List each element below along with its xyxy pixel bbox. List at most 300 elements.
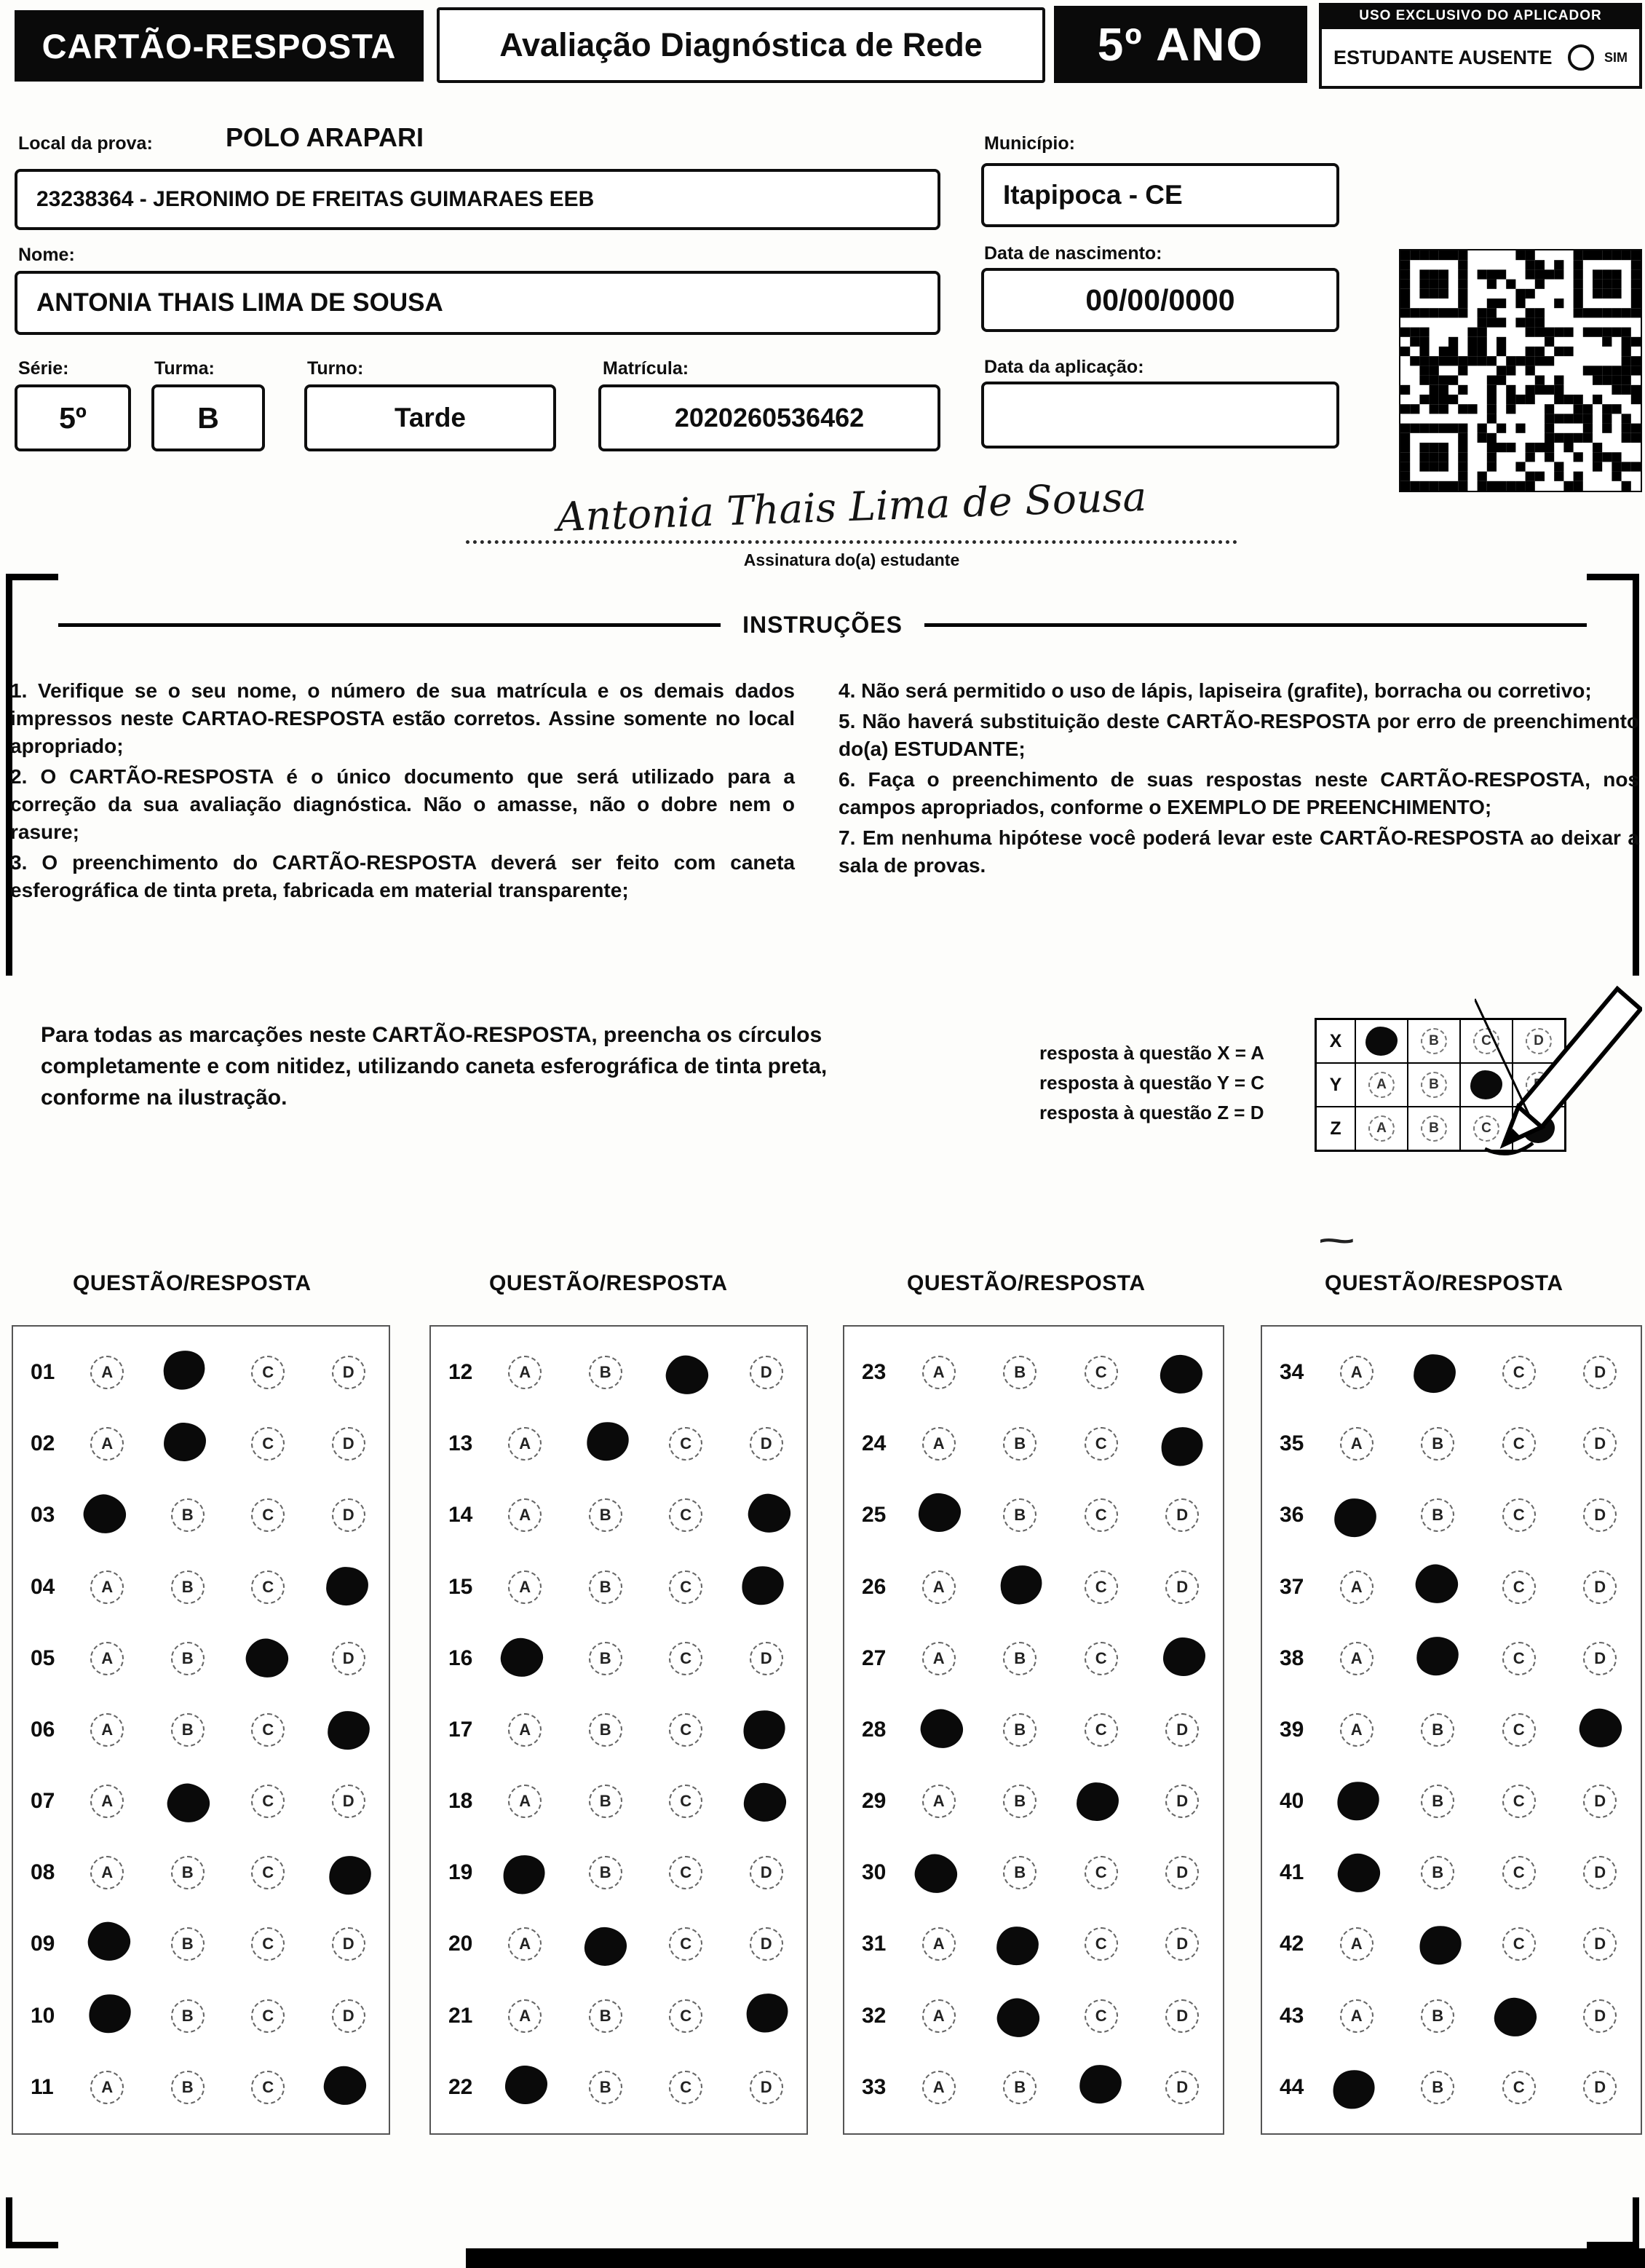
serie-label: Série: <box>18 358 69 379</box>
marked-bubble-D[interactable] <box>1159 1354 1204 1395</box>
bubble-D[interactable]: D <box>750 1427 783 1461</box>
bubble-C[interactable]: C <box>251 1999 285 2033</box>
bubble-B[interactable]: B <box>171 1570 205 1604</box>
municipio-field <box>981 163 1339 227</box>
example-option-cell <box>1408 1107 1459 1150</box>
bubble-A[interactable]: A <box>508 1356 542 1389</box>
bubble-C[interactable]: C <box>669 1927 702 1961</box>
example-bubble-D: D <box>1526 1028 1552 1054</box>
question-row-40 <box>1262 1767 1641 1836</box>
bubble-B[interactable]: B <box>1003 1856 1036 1889</box>
question-number: 30 <box>862 1860 887 1885</box>
question-row-18 <box>431 1767 806 1836</box>
question-row-12 <box>431 1338 806 1407</box>
grade-badge <box>1054 6 1307 83</box>
bubble-A[interactable]: A <box>508 1498 542 1532</box>
marked-bubble-B[interactable] <box>1413 1353 1457 1394</box>
marked-bubble-D[interactable] <box>740 1707 789 1753</box>
aplicacao-field <box>981 382 1339 449</box>
bubble-C[interactable]: C <box>1085 1856 1118 1889</box>
question-number: 12 <box>448 1360 473 1385</box>
example-question-label: Z <box>1317 1107 1355 1150</box>
bubble-A[interactable]: A <box>90 2071 124 2104</box>
bubble-C[interactable]: C <box>251 1856 285 1889</box>
example-legend-line: resposta à questão X = A <box>1039 1042 1264 1064</box>
bubble-A[interactable]: A <box>1340 1427 1374 1461</box>
marked-bubble-A[interactable] <box>85 1919 133 1964</box>
bubble-B[interactable]: B <box>1003 2071 1036 2104</box>
bubble-C[interactable]: C <box>669 1785 702 1818</box>
bubble-D[interactable]: D <box>1583 2071 1617 2104</box>
bubble-C[interactable]: C <box>669 1856 702 1889</box>
question-row-36 <box>1262 1481 1641 1549</box>
bubble-C[interactable]: C <box>1502 1927 1536 1961</box>
bubble-B[interactable]: B <box>1421 2071 1454 2104</box>
bubble-C[interactable]: C <box>669 1498 702 1532</box>
marked-bubble-A[interactable] <box>916 1704 967 1754</box>
question-row-43 <box>1262 1982 1641 2050</box>
answers-header-1: QUESTÃO/RESPOSTA <box>73 1271 312 1295</box>
turno-value: Tarde <box>394 403 466 432</box>
question-number: 03 <box>31 1503 55 1528</box>
bubble-B[interactable]: B <box>171 1642 205 1675</box>
bubble-C[interactable]: C <box>1502 1856 1536 1889</box>
question-row-10 <box>13 1982 389 2050</box>
bubble-C[interactable]: C <box>1085 1427 1118 1461</box>
bubble-C[interactable]: C <box>1502 1785 1536 1818</box>
marked-bubble-A[interactable] <box>1329 2066 1379 2113</box>
bubble-B[interactable]: B <box>171 2071 205 2104</box>
example-option-cell <box>1356 1107 1407 1150</box>
question-row-19 <box>431 1838 806 1907</box>
bubble-A[interactable]: A <box>1340 1642 1374 1675</box>
bubble-C[interactable]: C <box>669 1713 702 1747</box>
student-absent-bubble[interactable] <box>1568 44 1594 71</box>
bubble-D[interactable]: D <box>1165 2071 1199 2104</box>
answers-header-3: QUESTÃO/RESPOSTA <box>907 1271 1146 1295</box>
answers-column-4 <box>1261 1325 1642 2135</box>
question-number: 35 <box>1280 1431 1304 1456</box>
question-row-22 <box>431 2053 806 2122</box>
bubble-C[interactable]: C <box>251 1927 285 1961</box>
bubble-B[interactable]: B <box>589 1856 622 1889</box>
bubble-C[interactable]: C <box>1085 1999 1118 2033</box>
bubble-D[interactable]: D <box>1165 1498 1199 1532</box>
question-number: 27 <box>862 1645 887 1670</box>
instructions-left-column <box>10 677 795 907</box>
example-bubble-B: B <box>1421 1028 1447 1054</box>
bubble-B[interactable]: B <box>1421 1785 1454 1818</box>
nome-value: ANTONIA THAIS LIMA DE SOUSA <box>36 288 443 317</box>
bubble-B[interactable]: B <box>589 1570 622 1604</box>
bubble-B[interactable]: B <box>589 2071 622 2104</box>
bubble-A[interactable]: A <box>922 1427 956 1461</box>
bubble-C[interactable]: C <box>1085 1713 1118 1747</box>
question-number: 18 <box>448 1789 473 1814</box>
school-field <box>15 169 940 230</box>
registration-mark-bottom-right <box>1587 2197 1639 2248</box>
marked-bubble-C[interactable] <box>1492 1996 1538 2039</box>
municipio-label: Município: <box>984 133 1075 154</box>
marked-bubble-D[interactable] <box>326 1710 371 1752</box>
signature-line <box>466 540 1237 544</box>
nascimento-value: 00/00/0000 <box>1085 282 1235 317</box>
question-row-01 <box>13 1338 389 1407</box>
bubble-D[interactable]: D <box>750 1927 783 1961</box>
marked-bubble-D[interactable] <box>739 1562 787 1608</box>
bubble-D[interactable]: D <box>332 1356 365 1389</box>
matricula-label: Matrícula: <box>603 358 689 379</box>
bubble-A[interactable]: A <box>90 1856 124 1889</box>
bubble-A[interactable]: A <box>922 1999 956 2033</box>
answers-header-4: QUESTÃO/RESPOSTA <box>1325 1271 1563 1295</box>
bubble-D[interactable]: D <box>1583 1570 1617 1604</box>
bubble-A[interactable]: A <box>922 2071 956 2104</box>
bubble-B[interactable]: B <box>171 1713 205 1747</box>
instructions-right-column <box>839 677 1639 882</box>
bubble-B[interactable]: B <box>589 1642 622 1675</box>
marked-bubble-A[interactable] <box>505 2066 548 2105</box>
marked-bubble-B[interactable] <box>164 1779 213 1826</box>
question-row-24 <box>844 1410 1223 1478</box>
bubble-B[interactable]: B <box>589 1713 622 1747</box>
bubble-B[interactable]: B <box>1421 1713 1454 1747</box>
bubble-B[interactable]: B <box>1003 1498 1036 1532</box>
bubble-A[interactable]: A <box>922 1785 956 1818</box>
bubble-D[interactable]: D <box>1583 1785 1617 1818</box>
marked-bubble-B[interactable] <box>1412 1561 1462 1608</box>
instructions-title: INSTRUÇÕES <box>742 612 903 638</box>
bubble-C[interactable]: C <box>251 1713 285 1747</box>
question-number: 19 <box>448 1860 473 1885</box>
question-number: 42 <box>1280 1932 1304 1956</box>
student-absent-label: ESTUDANTE AUSENTE <box>1333 46 1553 68</box>
question-row-29 <box>844 1767 1223 1836</box>
bubble-B[interactable]: B <box>1003 1356 1036 1389</box>
question-row-25 <box>844 1481 1223 1549</box>
bottom-scan-bar <box>466 2248 1645 2268</box>
marked-bubble-B[interactable] <box>158 1345 210 1394</box>
marked-bubble-C[interactable] <box>663 1352 712 1398</box>
bubble-D[interactable]: D <box>750 2071 783 2104</box>
bubble-A[interactable]: A <box>508 1999 542 2033</box>
question-row-38 <box>1262 1624 1641 1693</box>
example-marked-bubble-A <box>1365 1027 1398 1056</box>
serie-field <box>15 384 131 451</box>
marked-bubble-D[interactable] <box>1577 1706 1625 1751</box>
example-bubble-A: A <box>1368 1072 1395 1098</box>
example-bubble-A: A <box>1368 1115 1395 1142</box>
marked-bubble-B[interactable] <box>994 1994 1043 2042</box>
marked-bubble-C[interactable] <box>1077 2063 1123 2106</box>
question-number: 01 <box>31 1360 55 1385</box>
question-number: 16 <box>448 1645 473 1670</box>
instruction-item: 7. Em nenhuma hipótese você poderá levar este CARTÃO-RESPOSTA ao deixar a sala de provas. <box>839 826 1639 877</box>
bubble-B[interactable]: B <box>171 1856 205 1889</box>
bubble-D[interactable]: D <box>1583 1498 1617 1532</box>
question-number: 39 <box>1280 1717 1304 1742</box>
question-number: 40 <box>1280 1789 1304 1814</box>
matricula-value: 2020260536462 <box>674 403 865 432</box>
bubble-A[interactable]: A <box>90 1427 124 1461</box>
question-number: 26 <box>862 1574 887 1599</box>
marked-bubble-A[interactable] <box>499 1851 550 1898</box>
bubble-C[interactable]: C <box>251 1785 285 1818</box>
bubble-A[interactable]: A <box>1340 1713 1374 1747</box>
bubble-D[interactable]: D <box>1583 1356 1617 1389</box>
bubble-B[interactable]: B <box>171 1498 205 1532</box>
marked-bubble-A[interactable] <box>79 1490 130 1538</box>
marked-bubble-A[interactable] <box>499 1636 545 1680</box>
bubble-B[interactable]: B <box>1003 1713 1036 1747</box>
bubble-B[interactable]: B <box>589 1999 622 2033</box>
question-number: 34 <box>1280 1360 1304 1385</box>
bubble-A[interactable]: A <box>1340 1570 1374 1604</box>
bubble-C[interactable]: C <box>251 1427 285 1461</box>
bubble-C[interactable]: C <box>1502 1713 1536 1747</box>
bubble-D[interactable]: D <box>1583 1642 1617 1675</box>
bubble-D[interactable]: D <box>750 1856 783 1889</box>
bubble-B[interactable]: B <box>1421 1856 1454 1889</box>
marked-bubble-B[interactable] <box>996 1560 1047 1610</box>
bubble-D[interactable]: D <box>1583 1999 1617 2033</box>
bubble-D[interactable]: D <box>1165 1856 1199 1889</box>
bubble-A[interactable]: A <box>508 1713 542 1747</box>
question-number: 06 <box>31 1717 55 1742</box>
example-legend-line: resposta à questão Y = C <box>1039 1072 1265 1094</box>
bubble-C[interactable]: C <box>251 2071 285 2104</box>
municipio-value: Itapipoca - CE <box>1003 180 1183 210</box>
example-question-label: Y <box>1317 1064 1355 1106</box>
bubble-B[interactable]: B <box>1003 1427 1036 1461</box>
bubble-C[interactable]: C <box>669 1642 702 1675</box>
bubble-C[interactable]: C <box>1085 1927 1118 1961</box>
bubble-C[interactable]: C <box>669 2071 702 2104</box>
question-number: 24 <box>862 1431 887 1456</box>
marked-bubble-D[interactable] <box>321 2064 368 2109</box>
question-row-03 <box>13 1481 389 1549</box>
bubble-C[interactable]: C <box>1085 1356 1118 1389</box>
aplicacao-label: Data da aplicação: <box>984 357 1144 377</box>
bubble-C[interactable]: C <box>1085 1570 1118 1604</box>
question-row-02 <box>13 1410 389 1478</box>
bubble-B[interactable]: B <box>171 1999 205 2033</box>
question-row-11 <box>13 2053 389 2122</box>
question-row-17 <box>431 1696 806 1764</box>
marked-bubble-B[interactable] <box>584 1419 631 1463</box>
bubble-A[interactable]: A <box>508 1785 542 1818</box>
bubble-A[interactable]: A <box>508 1570 542 1604</box>
question-number: 11 <box>31 2074 54 2099</box>
bubble-C[interactable]: C <box>1502 1498 1536 1532</box>
question-row-26 <box>844 1553 1223 1621</box>
bubble-A[interactable]: A <box>508 1427 542 1461</box>
marked-bubble-C[interactable] <box>242 1635 293 1682</box>
bubble-D[interactable]: D <box>1165 1999 1199 2033</box>
bubble-B[interactable]: B <box>1003 1642 1036 1675</box>
question-row-06 <box>13 1696 389 1764</box>
question-row-27 <box>844 1624 1223 1693</box>
bubble-B[interactable]: B <box>171 1927 205 1961</box>
example-bubble-B: B <box>1421 1115 1447 1142</box>
bubble-C[interactable]: C <box>1085 1642 1118 1675</box>
bubble-C[interactable]: C <box>1502 1642 1536 1675</box>
exam-title-box <box>437 7 1045 83</box>
example-option-cell <box>1408 1064 1459 1106</box>
question-row-13 <box>431 1410 806 1478</box>
bubble-D[interactable]: D <box>332 1642 365 1675</box>
serie-value: 5º <box>59 400 87 435</box>
bubble-A[interactable]: A <box>1340 1356 1374 1389</box>
student-absent-option: SIM <box>1604 50 1628 65</box>
bubble-C[interactable]: C <box>1085 1498 1118 1532</box>
bubble-A[interactable]: A <box>1340 1927 1374 1961</box>
marked-bubble-D[interactable] <box>325 1566 369 1607</box>
bubble-A[interactable]: A <box>90 1570 124 1604</box>
marked-bubble-A[interactable] <box>1333 1496 1378 1538</box>
question-row-32 <box>844 1982 1223 2050</box>
signature-caption: Assinatura do(a) estudante <box>743 550 960 569</box>
bubble-D[interactable]: D <box>1583 1927 1617 1961</box>
question-number: 33 <box>862 2074 887 2099</box>
bubble-A[interactable]: A <box>90 1642 124 1675</box>
question-row-04 <box>13 1553 389 1621</box>
marked-bubble-B[interactable] <box>163 1422 206 1461</box>
bubble-B[interactable]: B <box>589 1785 622 1818</box>
marked-bubble-B[interactable] <box>1414 1635 1461 1678</box>
bubble-A[interactable]: A <box>90 1785 124 1818</box>
bubble-D[interactable]: D <box>750 1356 783 1389</box>
exam-title: Avaliação Diagnóstica de Rede <box>499 26 983 63</box>
instruction-item: 2. O CARTÃO-RESPOSTA é o único documento que será utilizado para a correção da sua avaliação diagnóstica. Não o amasse, não o dobre nem o rasure; <box>10 765 795 843</box>
bubble-B[interactable]: B <box>1003 1785 1036 1818</box>
bubble-A[interactable]: A <box>922 1642 956 1675</box>
bubble-C[interactable]: C <box>1502 2071 1536 2104</box>
bubble-A[interactable]: A <box>90 1713 124 1747</box>
bubble-A[interactable]: A <box>922 1356 956 1389</box>
marked-bubble-B[interactable] <box>1416 1922 1465 1968</box>
question-number: 25 <box>862 1503 887 1528</box>
marked-bubble-A[interactable] <box>1335 1851 1382 1895</box>
question-row-44 <box>1262 2053 1641 2122</box>
example-legend-line: resposta à questão Z = D <box>1039 1102 1264 1123</box>
bubble-B[interactable]: B <box>589 1498 622 1532</box>
turno-field <box>304 384 556 451</box>
question-row-35 <box>1262 1410 1641 1478</box>
bubble-D[interactable]: D <box>1583 1427 1617 1461</box>
bubble-A[interactable]: A <box>922 1927 956 1961</box>
bubble-D[interactable]: D <box>1583 1856 1617 1889</box>
question-number: 02 <box>31 1431 55 1456</box>
bubble-C[interactable]: C <box>1502 1427 1536 1461</box>
question-number: 28 <box>862 1717 887 1742</box>
nome-field <box>15 271 940 335</box>
qr-code <box>1399 249 1642 492</box>
applicator-box <box>1319 3 1642 89</box>
bubble-B[interactable]: B <box>589 1356 622 1389</box>
bubble-C[interactable]: C <box>669 1570 702 1604</box>
bubble-A[interactable]: A <box>90 1356 124 1389</box>
bubble-C[interactable]: C <box>1502 1570 1536 1604</box>
question-number: 43 <box>1280 2003 1304 2028</box>
question-number: 20 <box>448 1932 473 1956</box>
marked-bubble-B[interactable] <box>583 1926 627 1967</box>
marked-bubble-D[interactable] <box>742 1988 793 2037</box>
bubble-B[interactable]: B <box>1421 1999 1454 2033</box>
question-row-28 <box>844 1696 1223 1764</box>
turma-label: Turma: <box>154 358 215 379</box>
answers-column-3 <box>843 1325 1224 2135</box>
bubble-D[interactable]: D <box>332 1927 365 1961</box>
turno-label: Turno: <box>307 358 364 379</box>
question-row-41 <box>1262 1838 1641 1907</box>
bubble-D[interactable]: D <box>750 1642 783 1675</box>
bubble-B[interactable]: B <box>1421 1427 1454 1461</box>
instructions-header <box>58 612 1587 639</box>
student-signature: Antonia Thais Lima de Sousa <box>555 473 1148 541</box>
marked-bubble-B[interactable] <box>995 1925 1040 1967</box>
turma-value: B <box>197 400 219 435</box>
example-legend <box>1039 1038 1264 1128</box>
marked-bubble-D[interactable] <box>1163 1637 1205 1676</box>
marked-bubble-A[interactable] <box>911 1849 962 1897</box>
bubble-B[interactable]: B <box>1421 1498 1454 1532</box>
bubble-D[interactable]: D <box>332 1498 365 1532</box>
bubble-D[interactable]: D <box>1165 1713 1199 1747</box>
bubble-D[interactable]: D <box>332 1999 365 2033</box>
bubble-C[interactable]: C <box>251 1356 285 1389</box>
question-row-16 <box>431 1624 806 1693</box>
bubble-D[interactable]: D <box>332 1785 365 1818</box>
school-value: 23238364 - JERONIMO DE FREITAS GUIMARAES EEB <box>36 187 595 211</box>
marked-bubble-D[interactable] <box>745 1491 793 1536</box>
question-number: 13 <box>448 1431 473 1456</box>
bubble-C[interactable]: C <box>251 1570 285 1604</box>
marked-bubble-D[interactable] <box>742 1781 788 1823</box>
bubble-D[interactable]: D <box>332 1427 365 1461</box>
question-number: 05 <box>31 1645 55 1670</box>
question-row-15 <box>431 1553 806 1621</box>
marked-bubble-D[interactable] <box>327 1853 373 1897</box>
bubble-A[interactable]: A <box>922 1570 956 1604</box>
question-number: 17 <box>448 1717 473 1742</box>
bubble-C[interactable]: C <box>1502 1356 1536 1389</box>
bubble-A[interactable]: A <box>508 1927 542 1961</box>
applicator-bar: USO EXCLUSIVO DO APLICADOR <box>1319 3 1642 29</box>
marked-bubble-D[interactable] <box>1157 1422 1208 1470</box>
example-bubble-C: C <box>1473 1028 1499 1054</box>
bubble-D[interactable]: D <box>1165 1570 1199 1604</box>
bubble-C[interactable]: C <box>251 1498 285 1532</box>
marked-bubble-A[interactable] <box>86 1991 134 2036</box>
question-row-07 <box>13 1767 389 1836</box>
question-row-39 <box>1262 1696 1641 1764</box>
question-row-14 <box>431 1481 806 1549</box>
question-row-31 <box>844 1910 1223 1978</box>
bubble-A[interactable]: A <box>1340 1999 1374 2033</box>
marked-bubble-A[interactable] <box>918 1493 962 1533</box>
bubble-D[interactable]: D <box>1165 1927 1199 1961</box>
marked-bubble-A[interactable] <box>1334 1778 1382 1822</box>
pen-icon <box>1475 984 1642 1155</box>
marked-bubble-C[interactable] <box>1076 1782 1119 1822</box>
local-value: POLO ARAPARI <box>226 122 424 152</box>
bubble-C[interactable]: C <box>669 1427 702 1461</box>
question-number: 44 <box>1280 2074 1304 2099</box>
bubble-D[interactable]: D <box>1165 1785 1199 1818</box>
bubble-C[interactable]: C <box>669 1999 702 2033</box>
question-number: 15 <box>448 1574 473 1599</box>
